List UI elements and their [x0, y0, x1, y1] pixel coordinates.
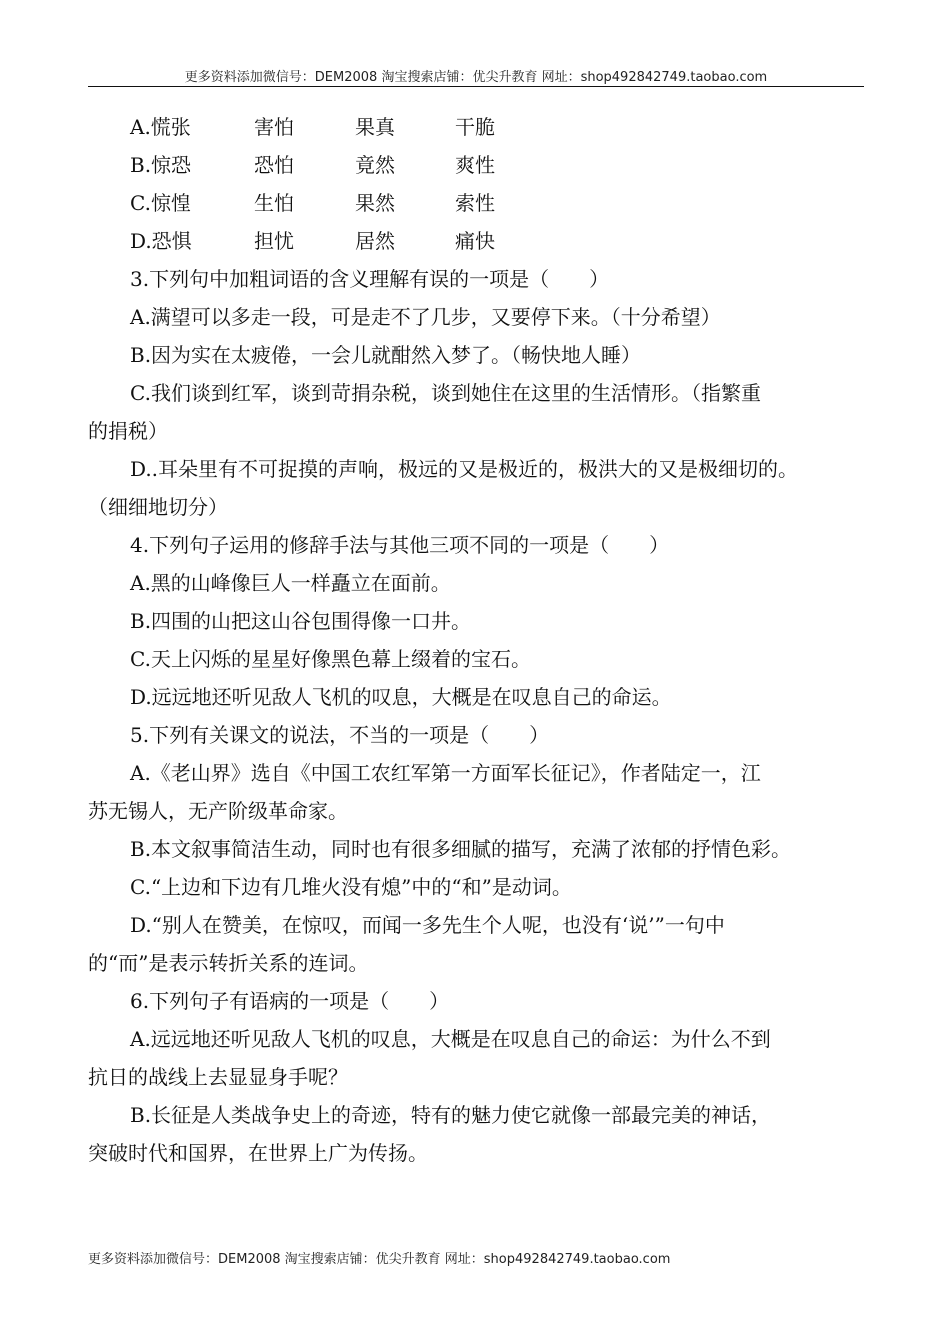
question-3-option-b: B.因为实在太疲倦，一会儿就酣然入梦了。（畅快地人睡） — [130, 343, 642, 367]
page-header: 更多资料添加微信号：DEM2008 淘宝搜索店铺：优尖升教育 网址：shop492842749.taobao.com — [184, 70, 768, 85]
question-5-option-a-cont: 苏无锡人，无产阶级革命家。 — [88, 799, 348, 823]
option-cell: 果真 — [355, 115, 395, 139]
option-row-c — [88, 184, 864, 222]
page-footer: 更多资料添加微信号：DEM2008 淘宝搜索店铺：优尖升教育 网址：shop492842749.taobao.com — [88, 1252, 671, 1267]
option-cell: 居然 — [355, 229, 395, 253]
question-6-option-b-cont: 突破时代和国界，在世界上广为传扬。 — [88, 1141, 428, 1165]
question-3-option-c-cont: 的捐税） — [88, 419, 168, 443]
question-6-option-a: A.远远地还听见敌人飞机的叹息，大概是在叹息自己的命运：为什么不到 — [130, 1027, 771, 1051]
option-row-a — [88, 108, 864, 146]
option-row-b — [88, 146, 864, 184]
option-cell: D.恐惧 — [130, 229, 192, 253]
question-6-option-a-cont: 抗日的战线上去显显身手呢？ — [88, 1065, 348, 1089]
question-3-option-a: A.满望可以多走一段，可是走不了几步，又要停下来。（十分希望） — [130, 305, 721, 329]
option-cell: 竟然 — [355, 153, 395, 177]
question-3-option-d: D..耳朵里有不可捉摸的声响，极远的又是极近的，极洪大的又是极细切的。 — [130, 457, 799, 481]
option-cell: 恐怕 — [254, 153, 294, 177]
option-cell: 干脆 — [455, 115, 495, 139]
option-cell: 担忧 — [254, 229, 294, 253]
question-5-option-b: B.本文叙事简洁生动，同时也有很多细腻的描写，充满了浓郁的抒情色彩。 — [130, 837, 792, 861]
question-5-option-d-cont: 的“而”是表示转折关系的连词。 — [88, 951, 369, 975]
option-cell: 果然 — [355, 191, 395, 215]
option-cell: 爽性 — [455, 153, 495, 177]
question-4-option-d: D.远远地还听见敌人飞机的叹息，大概是在叹息自己的命运。 — [130, 685, 672, 709]
question-5-stem: 5.下列有关课文的说法，不当的一项是（ ） — [130, 723, 550, 747]
question-4-option-c: C.天上闪烁的星星好像黑色幕上缀着的宝石。 — [130, 647, 531, 671]
option-row-d — [88, 222, 864, 260]
question-3-stem: 3.下列句中加粗词语的含义理解有误的一项是（ ） — [130, 267, 610, 291]
option-cell: 生怕 — [254, 191, 294, 215]
option-cell: 索性 — [455, 191, 495, 215]
question-5-option-a: A.《老山界》选自《中国工农红军第一方面军长征记》，作者陆定一，江 — [130, 761, 761, 785]
question-5-option-d: D.“别人在赞美，在惊叹，而闻一多先生个人呢，也没有‘说’”一句中 — [130, 913, 725, 937]
header-divider — [88, 86, 864, 87]
option-cell: 痛快 — [455, 229, 495, 253]
document-body — [88, 108, 864, 1172]
question-6-stem: 6.下列句子有语病的一项是（ ） — [130, 989, 450, 1013]
question-5-option-c: C.“上边和下边有几堆火没有熄”中的“和”是动词。 — [130, 875, 572, 899]
question-3-option-c: C.我们谈到红军，谈到苛捐杂税，谈到她住在这里的生活情形。（指繁重 — [130, 381, 761, 405]
question-4-option-a: A.黑的山峰像巨人一样矗立在面前。 — [130, 571, 451, 595]
option-cell: 害怕 — [254, 115, 294, 139]
option-cell: C.惊惶 — [130, 191, 191, 215]
question-6-option-b: B.长征是人类战争史上的奇迹，特有的魅力使它就像一部最完美的神话， — [130, 1103, 772, 1127]
question-4-stem: 4.下列句子运用的修辞手法与其他三项不同的一项是（ ） — [130, 533, 670, 557]
option-cell: B.惊恐 — [130, 153, 192, 177]
question-3-option-d-cont: （细细地切分） — [88, 495, 228, 519]
question-4-option-b: B.四围的山把这山谷包围得像一口井。 — [130, 609, 472, 633]
option-cell: A.慌张 — [130, 115, 191, 139]
